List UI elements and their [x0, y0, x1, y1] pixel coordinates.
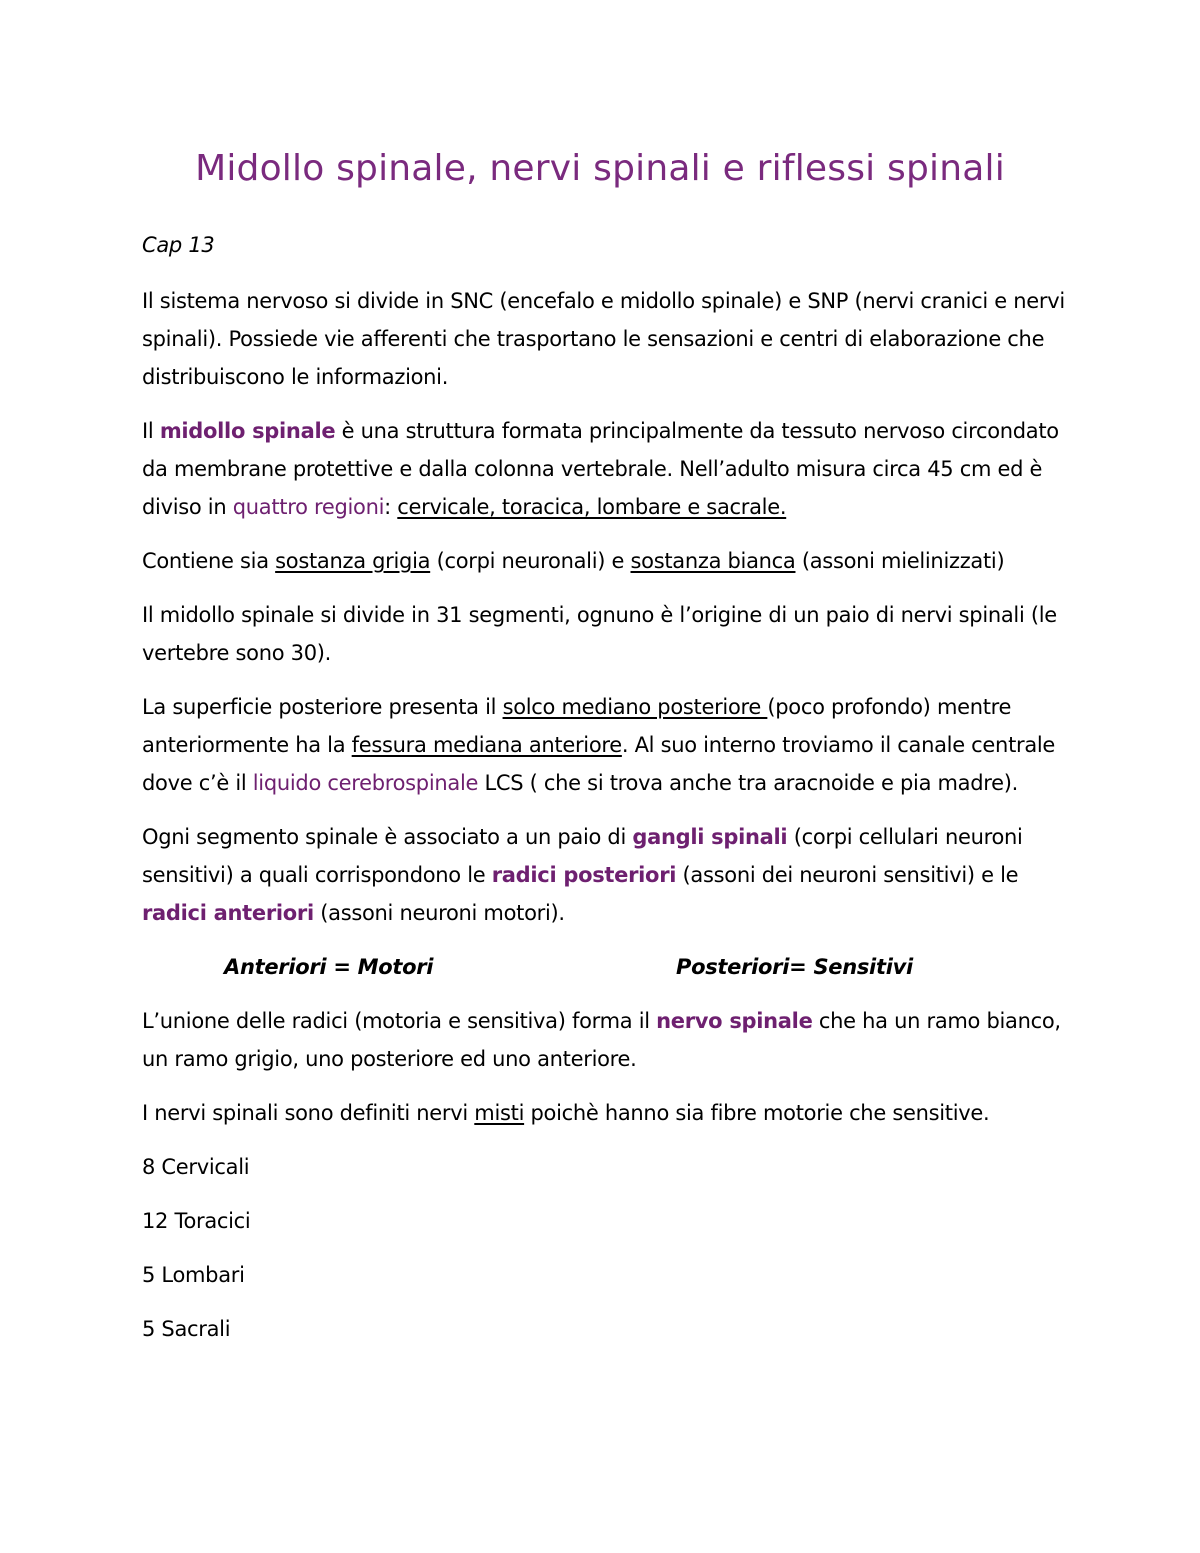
text: Contiene sia [142, 549, 276, 573]
text: (poco profondo) mentre anteriormente ha la [142, 695, 1012, 757]
document-body [142, 226, 1082, 1364]
term-fessura-mediana: fessura mediana anteriore [351, 733, 622, 757]
paragraph-segments: Il midollo spinale si divide in 31 segmenti, ognuno è l’origine di un paio di nervi spinali (le vertebre sono 30). [142, 603, 1057, 665]
document-title: Midollo spinale, nervi spinali e riflessi spinali [195, 148, 1005, 189]
paragraph-ganglia [142, 818, 1082, 932]
text: poichè hanno sia fibre motorie che sensitive. [524, 1101, 990, 1125]
list-item: 12 Toracici [142, 1209, 251, 1233]
term-liquido-cerebrospinale: liquido cerebrospinale [252, 771, 479, 795]
term-sostanza-grigia: sostanza grigia [275, 549, 431, 573]
paragraph-mixed-nerves [142, 1094, 1082, 1132]
text: Il [142, 419, 160, 443]
term-midollo-spinale: midollo spinale [159, 419, 336, 443]
term-nervo-spinale: nervo spinale [656, 1009, 813, 1033]
paragraph-spinal-cord [142, 412, 1082, 526]
term-regions-list: cervicale, toracica, lombare e sacrale. [397, 495, 787, 519]
paragraph-substances [142, 542, 1082, 580]
term-solco-mediano: solco mediano posteriore [502, 695, 768, 719]
term-gangli-spinali: gangli spinali [632, 825, 788, 849]
nerve-count-list [142, 1148, 1082, 1348]
roots-summary [142, 948, 1082, 986]
text: : [384, 495, 398, 519]
paragraph-nervous-system: Il sistema nervoso si divide in SNC (encefalo e midollo spinale) e SNP (nervi cranici e nervi spinali). Possiede vie afferenti che trasportano le sensazioni e centri di elaborazione che distribuiscono le informazioni. [142, 289, 1065, 389]
list-item: 5 Lombari [142, 1263, 245, 1287]
text: L’unione delle radici (motoria e sensitiva) forma il [142, 1009, 657, 1033]
summary-anterior: Anteriori = Motori [224, 955, 434, 979]
text: I nervi spinali sono definiti nervi [142, 1101, 475, 1125]
term-quattro-regioni: quattro regioni [232, 495, 385, 519]
term-radici-posteriori: radici posteriori [491, 863, 677, 887]
term-sostanza-bianca: sostanza bianca [630, 549, 796, 573]
text: LCS ( che si trova anche tra aracnoide e pia madre). [478, 771, 1019, 795]
text: La superficie posteriore presenta il [142, 695, 503, 719]
text: (assoni neuroni motori). [313, 901, 565, 925]
paragraph-spinal-nerve [142, 1002, 1082, 1078]
summary-posterior: Posteriori= Sensitivi [676, 955, 913, 979]
text: (assoni dei neuroni sensitivi) e le [676, 863, 1019, 887]
text: che ha un ramo bianco, un ramo grigio, uno posteriore ed uno anteriore. [142, 1009, 1061, 1071]
text: (corpi cellulari neuroni sensitivi) a quali corrispondono le [142, 825, 1023, 887]
text: . Al suo interno troviamo il canale centrale dove c’è il [142, 733, 1056, 795]
term-radici-anteriori: radici anteriori [142, 901, 314, 925]
term-misti: misti [474, 1101, 525, 1125]
chapter-label: Cap 13 [142, 233, 215, 257]
text: (assoni mielinizzati) [795, 549, 1005, 573]
text: è una struttura formata principalmente da tessuto nervoso circondato da membrane protettive e dalla colonna vertebrale. Nell’adulto misura circa 45 cm ed è diviso in [142, 419, 1059, 519]
list-item: 8 Cervicali [142, 1155, 250, 1179]
text: Ogni segmento spinale è associato a un paio di [142, 825, 633, 849]
text: (corpi neuronali) e [430, 549, 631, 573]
paragraph-surface [142, 688, 1082, 802]
list-item: 5 Sacrali [142, 1317, 231, 1341]
